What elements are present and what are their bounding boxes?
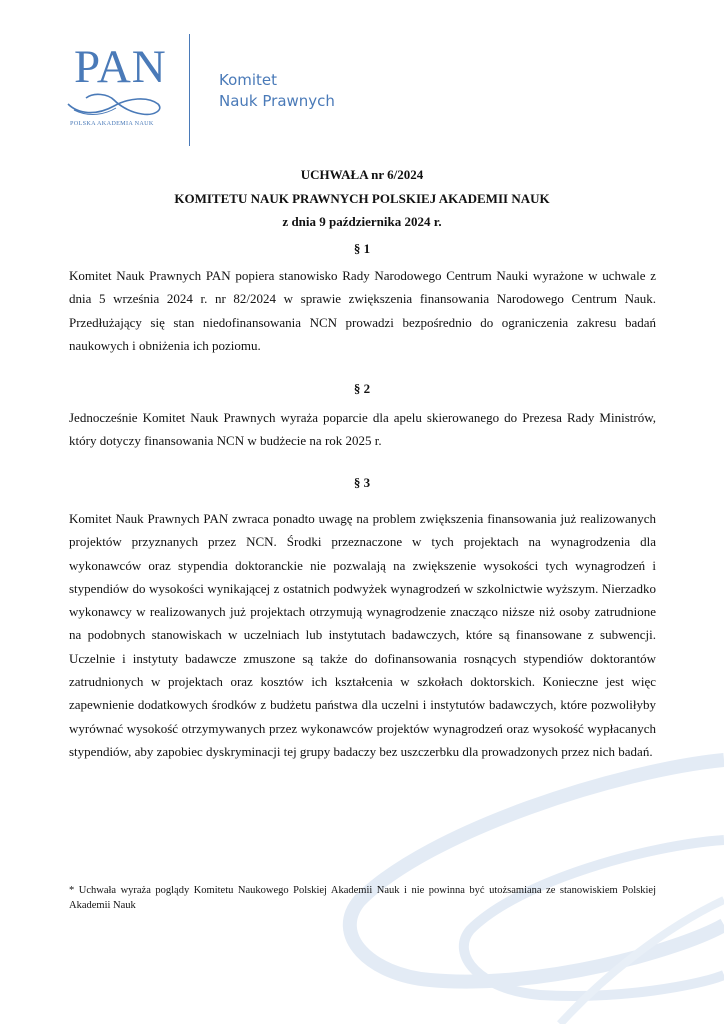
pan-logo xyxy=(66,40,176,135)
logo-caption: POLSKA AKADEMIA NAUK xyxy=(70,120,154,127)
section-heading-3: § 3 xyxy=(353,475,371,490)
resolution-subtitle: KOMITETU NAUK PRAWNYCH POLSKIEJ AKADEMII NAUK xyxy=(174,191,550,206)
logo-wordmark: PAN xyxy=(74,41,167,93)
section-text-2: Jednocześnie Komitet Nauk Prawnych wyraża poparcie dla apelu skierowanego do Prezesa Rady Ministrów, który dotyczy finansowania NCN w budżecie na rok 2025 r. xyxy=(69,410,656,449)
resolution-title: UCHWAŁA nr 6/2024 xyxy=(300,167,424,182)
section-heading-2: § 2 xyxy=(353,381,371,396)
committee-name xyxy=(219,70,335,112)
logo-divider xyxy=(189,34,190,146)
footnote: * Uchwała wyraża poglądy Komitetu Naukowego Polskiej Akademii Nauk i nie powinna być utożsamiana ze stanowiskiem Polskiej Akademii Nauk xyxy=(69,885,656,911)
resolution-date: z dnia 9 października 2024 r. xyxy=(282,214,442,229)
committee-line-1: Komitet xyxy=(219,71,278,89)
infinity-loop-icon xyxy=(66,92,166,120)
committee-line-2: Nauk Prawnych xyxy=(219,92,335,110)
section-heading-1: § 1 xyxy=(353,241,371,256)
section-text-1: Komitet Nauk Prawnych PAN popiera stanowisko Rady Narodowego Centrum Nauki wyrażone w uchwale z dnia 5 września 2024 r. nr 82/2024 w sprawie zwiększenia finansowania Narodowego Centrum Nauk. Przedłużający się stan niedofinansowania NCN prowadzi bezpośrednio do ograniczenia zakresu badań naukowych i obniżenia ich poziomu. xyxy=(69,268,656,353)
section-text-3: Komitet Nauk Prawnych PAN zwraca ponadto uwagę na problem zwiększenia finansowania już realizowanych projektów przyznanych przez NCN. Środki przeznaczone w tych projektach na wynagrodzenia dla wykonawców oraz stypendia doktoranckie nie pozwalają na zwiększenie wysokości tych wynagrodzeń i stypendiów do wysokości wynikającej z ostatnich podwyżek wynagrodzeń w szkolnictwie wyższym. Nierzadko wykonawcy w realizowanych już projektach otrzymują wynagrodzenie znacząco niższe niż osoby zatrudnione na podobnych stanowiskach w uczelniach lub instytutach badawczych, które są finansowane z subwencji. Uczelnie i instytuty badawcze zmuszone są także do dofinansowania rosnących stypendiów doktorantów zatrudnionych w projektach oraz kosztów ich kształcenia w szkołach doktorskich. Konieczne jest więc zapewnienie dodatkowych środków z budżetu państwa dla uczelni i instytutów badawczych, które pozwoliłyby wyrównać wysokość otrzymywanych przez wykonawców projektów wynagrodzeń oraz wysokość wypłacanych stypendiów, aby zapobiec dyskryminacji tej grupy badaczy bez uszczerbku dla prowadzonych przez nich badań. xyxy=(69,511,656,759)
